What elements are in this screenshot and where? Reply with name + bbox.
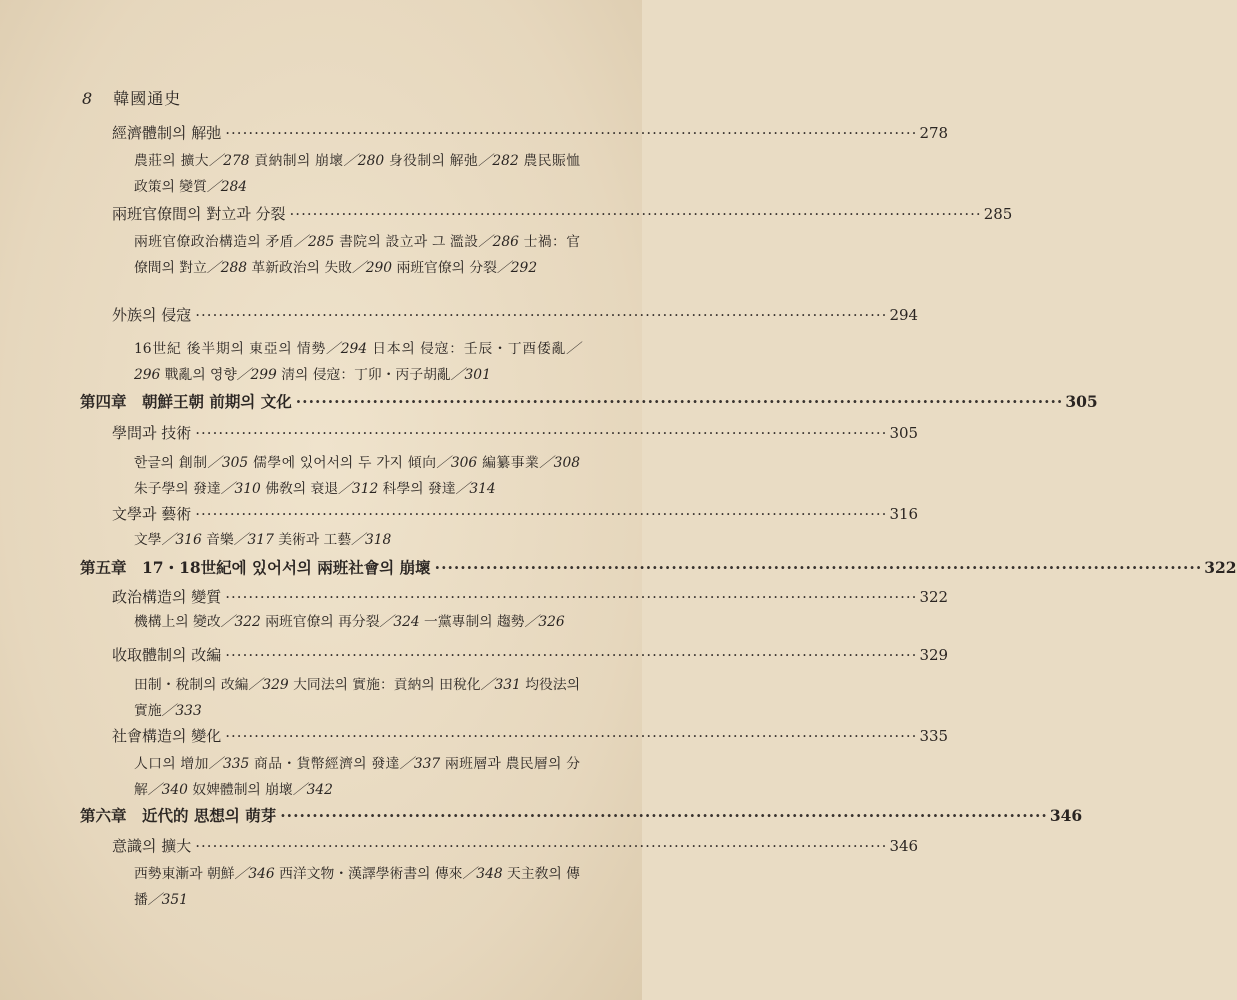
dot-leader: ························································································································ <box>225 646 918 664</box>
toc-chapter-entry[interactable] <box>80 556 1237 578</box>
toc-section-entry[interactable] <box>112 586 949 607</box>
page-reference: ／278 <box>209 153 250 169</box>
section-title: 學問과 技術 <box>112 424 192 442</box>
page-reference: ／288 <box>206 260 248 276</box>
dot-leader: ························································································································ <box>195 424 888 442</box>
chapter-page: 346 <box>1049 806 1083 825</box>
page-reference: ／322 <box>220 614 261 630</box>
section-title: 經濟體制의 解弛 <box>112 124 222 142</box>
page-reference: ／310 <box>220 481 261 497</box>
section-page: 335 <box>919 727 949 745</box>
dot-leader: ························································································································ <box>225 588 918 606</box>
page-reference: ／317 <box>233 532 274 548</box>
dot-leader: ························································································································ <box>280 806 1048 825</box>
section-page: 316 <box>889 505 919 523</box>
dot-leader: ························································································································ <box>295 392 1064 411</box>
toc-detail: 機構上의 變改／322 兩班官僚의 再分裂／324 一黨專制의 趨勢／326 <box>134 614 565 630</box>
page-reference: ／318 <box>351 532 392 548</box>
section-title: 收取體制의 改編 <box>112 646 222 664</box>
page-reference: ／331 <box>480 677 521 693</box>
page-reference: ／346 <box>234 866 275 882</box>
page-reference: ／301 <box>450 367 491 383</box>
page-reference: ／308 <box>539 455 581 471</box>
toc-section-entry[interactable] <box>112 835 919 856</box>
section-title: 政治構造의 變質 <box>112 588 222 606</box>
dot-leader: ························································································································ <box>225 124 918 142</box>
page-reference: ／292 <box>496 260 538 276</box>
page-reference: ／329 <box>248 677 289 693</box>
section-page: 329 <box>919 646 949 664</box>
page-reference: ／333 <box>161 703 202 719</box>
page-reference: ／340 <box>147 782 188 798</box>
section-title: 意識의 擴大 <box>112 837 192 855</box>
page-reference: ／342 <box>292 782 333 798</box>
toc-chapter-entry[interactable] <box>80 390 1098 412</box>
section-page: 285 <box>983 205 1013 223</box>
section-page: 305 <box>889 424 919 442</box>
section-title: 外族의 侵寇 <box>112 306 192 324</box>
chapter-title: 第五章 17・18世紀에 있어서의 兩班社會의 崩壞 <box>80 558 431 577</box>
running-head <box>82 86 181 109</box>
dot-leader: ························································································································ <box>195 306 888 324</box>
section-page: 278 <box>919 124 949 142</box>
page-number: 8 <box>82 89 94 108</box>
section-title: 社會構造의 變化 <box>112 727 222 745</box>
toc-section-entry[interactable] <box>112 203 1013 224</box>
dot-leader: ························································································································ <box>195 505 888 523</box>
dot-leader: ························································································································ <box>225 727 918 745</box>
toc-detail: 16世紀 後半期의 東亞의 情勢／294 日本의 侵寇：壬辰・丁酉倭亂／296 戰亂의 영향／299 淸의 侵寇：丁卯・丙子胡亂／301 <box>134 341 580 383</box>
page-reference: ／290 <box>351 260 393 276</box>
page-reference: ／314 <box>455 481 496 497</box>
book-title: 韓國通史 <box>113 89 182 108</box>
page-reference: ／294 <box>326 341 368 357</box>
page-reference: ／280 <box>343 153 385 169</box>
page-reference: ／312 <box>338 481 379 497</box>
toc-detail: 西勢東漸과 朝鮮／346 西洋文物・漢譯學術書의 傳來／348 天主敎의 傳播／351 <box>134 866 580 908</box>
chapter-page: 322 <box>1204 558 1237 577</box>
page-reference: ／306 <box>436 455 478 471</box>
toc-detail: 人口의 增加／335 商品・貨幣經濟의 發達／337 兩班層과 農民層의 分解／340 奴婢體制의 崩壞／342 <box>134 756 580 798</box>
toc-section-entry[interactable] <box>112 644 949 665</box>
toc-detail: 田制・稅制의 改編／329 大同法의 實施：貢納의 田稅化／331 均役法의 實施／333 <box>134 677 581 719</box>
section-title: 文學과 藝術 <box>112 505 192 523</box>
section-title: 兩班官僚間의 對立과 分裂 <box>112 205 286 223</box>
toc-section-entry[interactable] <box>112 304 919 325</box>
section-page: 294 <box>889 306 919 324</box>
section-page: 346 <box>889 837 919 855</box>
toc-detail: 한글의 創制／305 儒學에 있어서의 두 가지 傾向／306 編纂事業／308 朱子學의 發達／310 佛敎의 衰退／312 科學의 發達／314 <box>134 455 581 497</box>
page-reference: ／335 <box>208 756 250 772</box>
toc-section-entry[interactable] <box>112 503 919 524</box>
page-reference: ／285 <box>293 234 335 250</box>
toc-detail: 兩班官僚政治構造의 矛盾／285 書院의 設立과 그 濫設／286 士禍：官僚間의 對立／288 革新政治의 失敗／290 兩班官僚의 分裂／292 <box>134 234 580 276</box>
chapter-title: 第四章 朝鮮王朝 前期의 文化 <box>80 392 292 411</box>
chapter-page: 305 <box>1065 392 1098 411</box>
page-reference: ／326 <box>524 614 565 630</box>
toc-detail: 文學／316 音樂／317 美術과 工藝／318 <box>134 532 392 548</box>
toc-detail: 農莊의 擴大／278 貢納制의 崩壞／280 身役制의 解弛／282 農民賑恤政策의 變質／284 <box>134 153 581 195</box>
page-reference: ／296 <box>134 341 580 383</box>
dot-leader: ························································································································ <box>195 837 888 855</box>
section-page: 322 <box>919 588 949 606</box>
page-reference: ／299 <box>236 367 277 383</box>
page-reference: ／324 <box>379 614 420 630</box>
chapter-title: 第六章 近代的 思想의 萌芽 <box>80 806 277 825</box>
page-reference: ／284 <box>206 179 248 195</box>
page-reference: ／316 <box>161 532 202 548</box>
toc-section-entry[interactable] <box>112 122 949 143</box>
toc-section-entry[interactable] <box>112 422 919 443</box>
page-reference: ／348 <box>462 866 503 882</box>
page-reference: ／337 <box>399 756 441 772</box>
dot-leader: ························································································································ <box>434 558 1203 577</box>
page-reference: ／282 <box>478 153 519 169</box>
dot-leader: ························································································································ <box>289 205 982 223</box>
page-reference: ／351 <box>147 892 188 908</box>
page-reference: ／305 <box>207 455 249 471</box>
toc-section-entry[interactable] <box>112 725 949 746</box>
page-reference: ／286 <box>478 234 519 250</box>
toc-chapter-entry[interactable] <box>80 804 1083 826</box>
